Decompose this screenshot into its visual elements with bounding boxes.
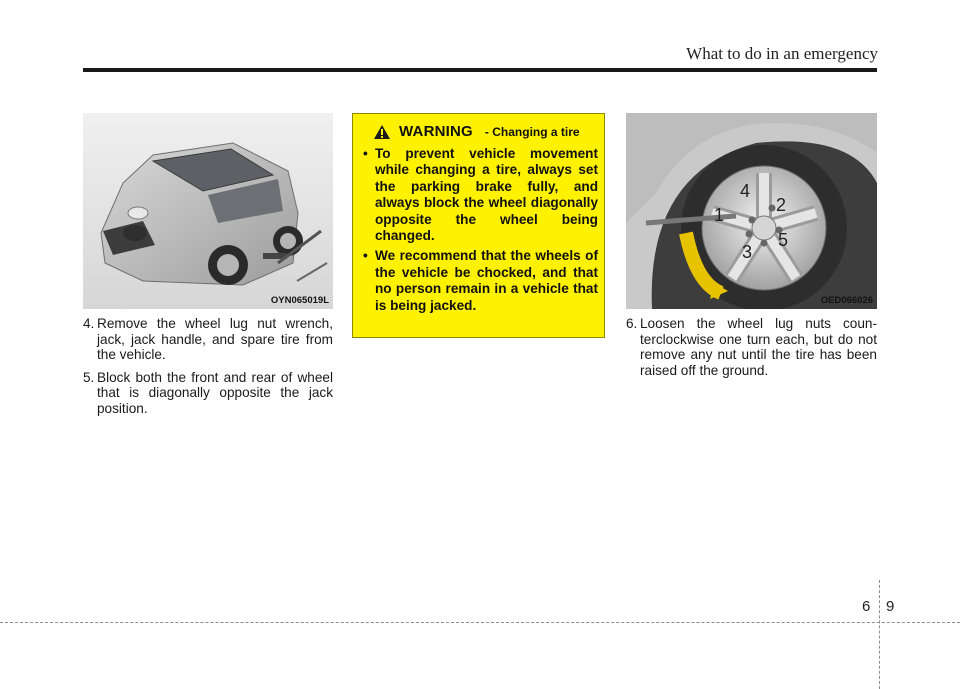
bullet: • bbox=[363, 146, 368, 161]
header-rule bbox=[83, 68, 877, 72]
step-text: Loosen the wheel lug nuts coun-terclockwise one turn each, but do not remove any nut until the tire has been raised off the ground. bbox=[640, 316, 877, 378]
chapter-number: 6 bbox=[862, 598, 871, 615]
warning-title: WARNING bbox=[399, 123, 473, 140]
warning-item-text: To prevent vehicle movement while changing a tire, always set the parking brake fully, and always block the wheel diagonally opposite the wheel being changed. bbox=[375, 146, 598, 244]
lug-number-5: 5 bbox=[778, 230, 789, 250]
wheel-lug-nut-order-illustration bbox=[626, 113, 877, 309]
car-on-jack-illustration bbox=[83, 113, 333, 309]
lug-number-1: 1 bbox=[714, 205, 725, 225]
car-figure bbox=[83, 113, 333, 309]
step-text: Remove the wheel lug nut wrench, jack, jack handle, and spare tire from the vehicle. bbox=[97, 316, 333, 363]
step-number: 5. bbox=[83, 369, 95, 385]
steps-right bbox=[626, 316, 877, 385]
warning-box bbox=[352, 113, 605, 338]
page-number: 9 bbox=[886, 598, 895, 615]
list-item bbox=[363, 248, 598, 314]
warning-subtitle: - Changing a tire bbox=[484, 124, 580, 139]
steps-left bbox=[83, 316, 333, 424]
bullet: • bbox=[363, 248, 368, 264]
lug-number-2: 2 bbox=[776, 195, 787, 215]
warning-triangle-icon bbox=[373, 124, 391, 140]
step-text: Block both the front and rear of wheel that is diagonally opposite the jack position. bbox=[97, 369, 333, 416]
list-item bbox=[83, 316, 333, 363]
warning-item-text: We recommend that the wheels of the vehicle be chocked, and that no person remain in a vehicle that is being jacked. bbox=[375, 248, 598, 313]
wheel-figure bbox=[626, 113, 877, 309]
step-number: 4. bbox=[83, 316, 95, 331]
figure-code: OYN065019L bbox=[270, 295, 329, 306]
page-divider bbox=[879, 580, 880, 689]
warning-header bbox=[373, 123, 580, 140]
list-item bbox=[363, 146, 598, 244]
list-item bbox=[83, 370, 333, 417]
section-title: What to do in an emergency bbox=[686, 44, 878, 63]
lug-number-3: 3 bbox=[742, 242, 753, 262]
list-item bbox=[626, 316, 877, 378]
lug-number-4: 4 bbox=[740, 181, 751, 201]
step-number: 6. bbox=[626, 316, 638, 331]
figure-code: OED066026 bbox=[820, 295, 873, 306]
warning-list bbox=[363, 146, 598, 318]
footer-rule bbox=[0, 622, 960, 623]
